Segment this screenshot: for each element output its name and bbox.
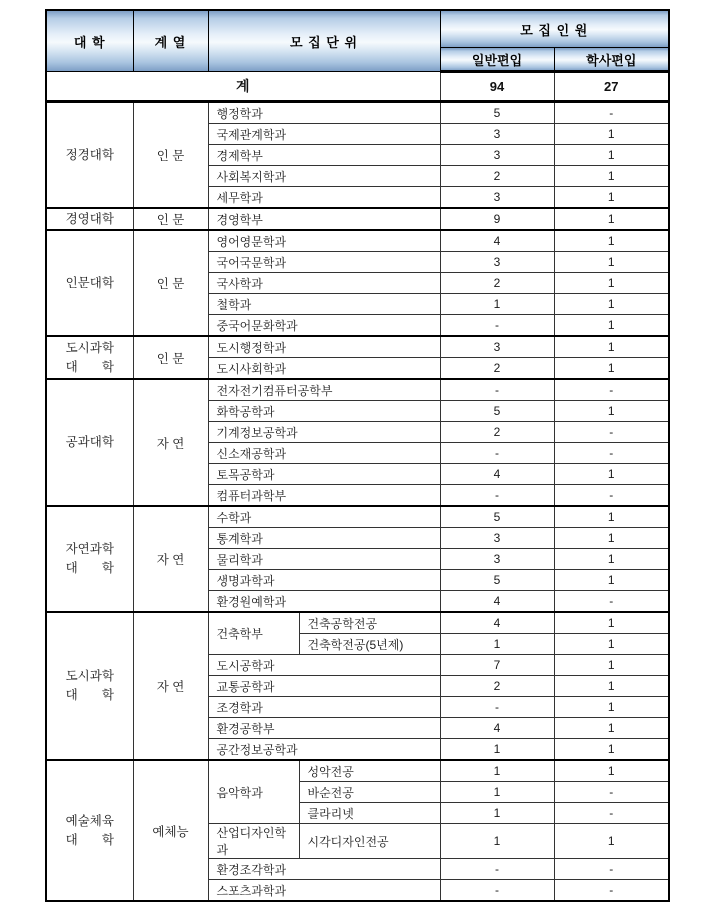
total-bachelor-count: 27 bbox=[554, 72, 669, 102]
col-header-bachelor-transfer: 학사편입 bbox=[554, 48, 669, 72]
general-count-cell: - bbox=[440, 485, 554, 507]
unit-cell: 스포츠과학과 bbox=[208, 880, 440, 902]
unit-cell: 토목공학과 bbox=[208, 464, 440, 485]
general-count-cell: 1 bbox=[440, 739, 554, 761]
quota-row bbox=[46, 230, 669, 252]
division-cell: 인 문 bbox=[133, 230, 208, 336]
general-count-cell: 3 bbox=[440, 187, 554, 209]
general-count-cell: 4 bbox=[440, 612, 554, 634]
unit-cell: 국어국문학과 bbox=[208, 252, 440, 273]
admission-quota-table-wrap bbox=[45, 9, 670, 902]
general-count-cell: 1 bbox=[440, 634, 554, 655]
quota-row bbox=[46, 612, 669, 634]
quota-row bbox=[46, 208, 669, 230]
bachelor-count-cell: - bbox=[554, 485, 669, 507]
college-cell: 도시과학 대 학 bbox=[46, 612, 133, 760]
division-cell: 자 연 bbox=[133, 379, 208, 506]
bachelor-count-cell: 1 bbox=[554, 824, 669, 859]
bachelor-count-cell: 1 bbox=[554, 166, 669, 187]
unit-group-cell: 산업디자인학과 bbox=[208, 824, 299, 859]
unit-cell: 전자전기컴퓨터공학부 bbox=[208, 379, 440, 401]
general-count-cell: 3 bbox=[440, 549, 554, 570]
bachelor-count-cell: 1 bbox=[554, 549, 669, 570]
unit-cell: 철학과 bbox=[208, 294, 440, 315]
college-cell: 공과대학 bbox=[46, 379, 133, 506]
unit-cell: 사회복지학과 bbox=[208, 166, 440, 187]
general-count-cell: 1 bbox=[440, 824, 554, 859]
total-label: 계 bbox=[46, 72, 440, 102]
bachelor-count-cell: 1 bbox=[554, 570, 669, 591]
general-count-cell: 7 bbox=[440, 655, 554, 676]
unit-cell: 물리학과 bbox=[208, 549, 440, 570]
general-count-cell: 1 bbox=[440, 760, 554, 782]
bachelor-count-cell: - bbox=[554, 803, 669, 824]
general-count-cell: 3 bbox=[440, 252, 554, 273]
unit-cell: 교통공학과 bbox=[208, 676, 440, 697]
general-count-cell: 5 bbox=[440, 506, 554, 528]
college-cell: 자연과학 대 학 bbox=[46, 506, 133, 612]
general-count-cell: 1 bbox=[440, 294, 554, 315]
table-header bbox=[46, 10, 669, 72]
quota-row bbox=[46, 336, 669, 358]
general-count-cell: 2 bbox=[440, 166, 554, 187]
general-count-cell: - bbox=[440, 315, 554, 337]
general-count-cell: 4 bbox=[440, 718, 554, 739]
college-cell: 경영대학 bbox=[46, 208, 133, 230]
general-count-cell: 3 bbox=[440, 124, 554, 145]
bachelor-count-cell: 1 bbox=[554, 464, 669, 485]
bachelor-count-cell: - bbox=[554, 859, 669, 880]
general-count-cell: 3 bbox=[440, 528, 554, 549]
unit-cell: 시각디자인전공 bbox=[299, 824, 440, 859]
table-body bbox=[46, 102, 669, 902]
unit-cell: 수학과 bbox=[208, 506, 440, 528]
unit-cell: 조경학과 bbox=[208, 697, 440, 718]
admission-quota-table bbox=[45, 9, 670, 902]
unit-cell: 화학공학과 bbox=[208, 401, 440, 422]
unit-cell: 영어영문학과 bbox=[208, 230, 440, 252]
bachelor-count-cell: 1 bbox=[554, 145, 669, 166]
bachelor-count-cell: 1 bbox=[554, 230, 669, 252]
bachelor-count-cell: 1 bbox=[554, 315, 669, 337]
unit-cell: 환경원예학과 bbox=[208, 591, 440, 613]
col-header-division: 계 열 bbox=[133, 10, 208, 72]
bachelor-count-cell: - bbox=[554, 591, 669, 613]
unit-cell: 성악전공 bbox=[299, 760, 440, 782]
division-cell: 인 문 bbox=[133, 208, 208, 230]
bachelor-count-cell: - bbox=[554, 443, 669, 464]
general-count-cell: 2 bbox=[440, 422, 554, 443]
bachelor-count-cell: 1 bbox=[554, 208, 669, 230]
bachelor-count-cell: 1 bbox=[554, 506, 669, 528]
col-header-unit: 모 집 단 위 bbox=[208, 10, 440, 72]
bachelor-count-cell: 1 bbox=[554, 252, 669, 273]
unit-group-cell: 음악학과 bbox=[208, 760, 299, 824]
total-general-count: 94 bbox=[440, 72, 554, 102]
bachelor-count-cell: - bbox=[554, 379, 669, 401]
general-count-cell: - bbox=[440, 859, 554, 880]
general-count-cell: 4 bbox=[440, 591, 554, 613]
unit-cell: 행정학과 bbox=[208, 102, 440, 124]
division-cell: 인 문 bbox=[133, 102, 208, 209]
general-count-cell: 2 bbox=[440, 358, 554, 380]
bachelor-count-cell: 1 bbox=[554, 760, 669, 782]
bachelor-count-cell: 1 bbox=[554, 739, 669, 761]
unit-group-cell: 건축학부 bbox=[208, 612, 299, 655]
unit-cell: 기계정보공학과 bbox=[208, 422, 440, 443]
bachelor-count-cell: 1 bbox=[554, 336, 669, 358]
unit-cell: 건축공학전공 bbox=[299, 612, 440, 634]
unit-cell: 바순전공 bbox=[299, 782, 440, 803]
unit-cell: 경제학부 bbox=[208, 145, 440, 166]
bachelor-count-cell: 1 bbox=[554, 655, 669, 676]
college-cell: 도시과학 대 학 bbox=[46, 336, 133, 379]
total-row bbox=[46, 72, 669, 102]
col-header-quota: 모 집 인 원 bbox=[440, 10, 669, 48]
unit-cell: 환경조각학과 bbox=[208, 859, 440, 880]
quota-row bbox=[46, 379, 669, 401]
college-cell: 정경대학 bbox=[46, 102, 133, 209]
bachelor-count-cell: 1 bbox=[554, 401, 669, 422]
col-header-college: 대 학 bbox=[46, 10, 133, 72]
unit-cell: 신소재공학과 bbox=[208, 443, 440, 464]
unit-cell: 경영학부 bbox=[208, 208, 440, 230]
unit-cell: 국제관계학과 bbox=[208, 124, 440, 145]
quota-row bbox=[46, 760, 669, 782]
bachelor-count-cell: 1 bbox=[554, 358, 669, 380]
general-count-cell: 4 bbox=[440, 464, 554, 485]
quota-row bbox=[46, 506, 669, 528]
division-cell: 예체능 bbox=[133, 760, 208, 901]
general-count-cell: 4 bbox=[440, 230, 554, 252]
division-cell: 인 문 bbox=[133, 336, 208, 379]
general-count-cell: - bbox=[440, 379, 554, 401]
college-cell: 예술체육 대 학 bbox=[46, 760, 133, 901]
unit-cell: 도시행정학과 bbox=[208, 336, 440, 358]
unit-cell: 도시공학과 bbox=[208, 655, 440, 676]
general-count-cell: 5 bbox=[440, 401, 554, 422]
general-count-cell: 2 bbox=[440, 273, 554, 294]
unit-cell: 환경공학부 bbox=[208, 718, 440, 739]
general-count-cell: 3 bbox=[440, 336, 554, 358]
unit-cell: 국사학과 bbox=[208, 273, 440, 294]
general-count-cell: 5 bbox=[440, 102, 554, 124]
bachelor-count-cell: 1 bbox=[554, 697, 669, 718]
bachelor-count-cell: 1 bbox=[554, 124, 669, 145]
general-count-cell: - bbox=[440, 697, 554, 718]
unit-cell: 중국어문화학과 bbox=[208, 315, 440, 337]
bachelor-count-cell: - bbox=[554, 880, 669, 902]
unit-cell: 생명과학과 bbox=[208, 570, 440, 591]
college-cell: 인문대학 bbox=[46, 230, 133, 336]
unit-cell: 클라리넷 bbox=[299, 803, 440, 824]
division-cell: 자 연 bbox=[133, 506, 208, 612]
col-header-general-transfer: 일반편입 bbox=[440, 48, 554, 72]
bachelor-count-cell: - bbox=[554, 782, 669, 803]
bachelor-count-cell: 1 bbox=[554, 718, 669, 739]
unit-cell: 통계학과 bbox=[208, 528, 440, 549]
unit-cell: 세무학과 bbox=[208, 187, 440, 209]
unit-cell: 공간정보공학과 bbox=[208, 739, 440, 761]
bachelor-count-cell: 1 bbox=[554, 612, 669, 634]
unit-cell: 컴퓨터과학부 bbox=[208, 485, 440, 507]
bachelor-count-cell: 1 bbox=[554, 676, 669, 697]
general-count-cell: - bbox=[440, 443, 554, 464]
general-count-cell: 1 bbox=[440, 803, 554, 824]
bachelor-count-cell: 1 bbox=[554, 634, 669, 655]
bachelor-count-cell: 1 bbox=[554, 187, 669, 209]
bachelor-count-cell: 1 bbox=[554, 528, 669, 549]
general-count-cell: 2 bbox=[440, 676, 554, 697]
bachelor-count-cell: 1 bbox=[554, 273, 669, 294]
bachelor-count-cell: 1 bbox=[554, 294, 669, 315]
general-count-cell: 9 bbox=[440, 208, 554, 230]
bachelor-count-cell: - bbox=[554, 422, 669, 443]
quota-row bbox=[46, 102, 669, 124]
general-count-cell: 5 bbox=[440, 570, 554, 591]
bachelor-count-cell: - bbox=[554, 102, 669, 124]
division-cell: 자 연 bbox=[133, 612, 208, 760]
general-count-cell: - bbox=[440, 880, 554, 902]
unit-cell: 도시사회학과 bbox=[208, 358, 440, 380]
general-count-cell: 3 bbox=[440, 145, 554, 166]
general-count-cell: 1 bbox=[440, 782, 554, 803]
unit-cell: 건축학전공(5년제) bbox=[299, 634, 440, 655]
